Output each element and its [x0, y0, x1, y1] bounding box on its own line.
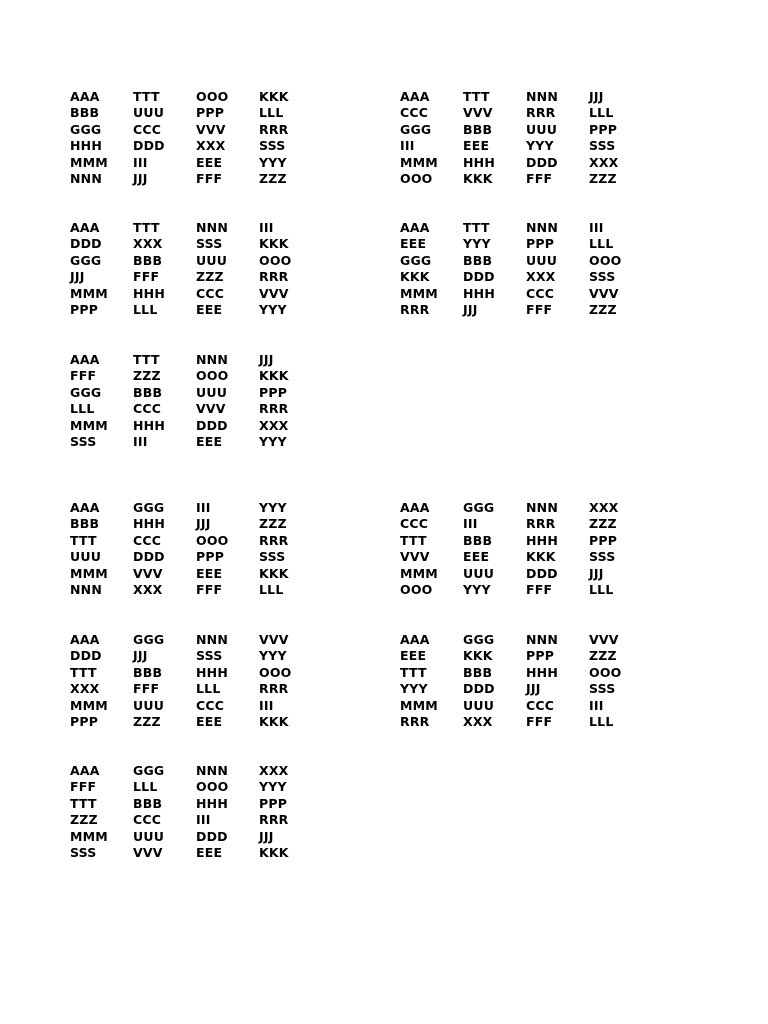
grid-cell: YYY	[259, 779, 287, 795]
grid-cell: CCC	[196, 285, 225, 301]
grid-cell: AAA	[400, 220, 430, 235]
grid-cell: MMM	[400, 285, 438, 301]
grid-cell: TTT	[400, 664, 427, 680]
grid-cell: CCC	[526, 697, 555, 713]
grid-cell: RRR	[400, 713, 430, 729]
grid-cell: YYY	[463, 581, 491, 597]
grid-cell: GGG	[70, 121, 102, 137]
grid-cell: CCC	[133, 401, 162, 417]
grid-cell: HHH	[133, 417, 165, 433]
grid-cell: ZZZ	[70, 812, 98, 828]
grid-cell: HHH	[133, 285, 165, 301]
grid-cell: KKK	[259, 368, 289, 384]
grid-cell: EEE	[463, 138, 490, 154]
grid-cell: JJJ	[133, 170, 148, 186]
grid-cell: AAA	[70, 89, 100, 104]
grid-cell: RRR	[259, 812, 289, 828]
grid-cell: KKK	[463, 648, 493, 664]
grid-cell: SSS	[70, 433, 97, 449]
grid-cell: OOO	[589, 664, 622, 680]
grid-cell: DDD	[526, 565, 558, 581]
grid-cell: XXX	[259, 417, 289, 433]
grid-cell: KKK	[400, 269, 430, 285]
grid-cell: KKK	[259, 89, 289, 104]
grid-cell: KKK	[259, 844, 289, 860]
grid-cell: ZZZ	[259, 516, 287, 532]
grid-cell: SSS	[589, 549, 616, 565]
grid-cell: FFF	[70, 779, 97, 795]
grid-cell: NNN	[196, 763, 228, 778]
grid-cell: DDD	[463, 269, 495, 285]
grid-cell: NNN	[196, 220, 228, 235]
grid-cell: ZZZ	[133, 713, 161, 729]
grid-cell: III	[400, 138, 415, 154]
grid-cell: NNN	[526, 220, 558, 235]
grid-cell: VVV	[133, 565, 163, 581]
grid-cell: MMM	[70, 154, 108, 170]
grid-cell: III	[589, 220, 604, 235]
grid-cell: PPP	[259, 384, 288, 400]
grid-cell: DDD	[196, 417, 228, 433]
grid-cell: LLL	[589, 105, 614, 121]
grid-cell: OOO	[196, 89, 229, 104]
grid-cell: TTT	[463, 220, 490, 235]
grid-cell: MMM	[70, 697, 108, 713]
grid-cell: SSS	[70, 844, 97, 860]
grid-cell: DDD	[133, 549, 165, 565]
grid-cell: HHH	[526, 532, 558, 548]
grid-cell: MMM	[400, 154, 438, 170]
grid-cell: ZZZ	[259, 170, 287, 186]
grid-cell: AAA	[400, 500, 430, 515]
grid-cell: TTT	[70, 795, 97, 811]
grid-cell: ZZZ	[589, 516, 617, 532]
grid-cell: RRR	[259, 401, 289, 417]
grid-cell: MMM	[70, 285, 108, 301]
grid-cell: VVV	[259, 285, 289, 301]
grid-cell: FFF	[526, 170, 553, 186]
grid-cell: TTT	[133, 89, 160, 104]
grid-cell: CCC	[196, 697, 225, 713]
grid-cell: HHH	[463, 285, 495, 301]
grid-cell: III	[196, 500, 211, 515]
grid-cell: JJJ	[259, 352, 274, 367]
grid-cell: VVV	[259, 632, 289, 647]
grid-cell: GGG	[463, 632, 495, 647]
grid-cell: ZZZ	[589, 648, 617, 664]
grid-cell: CCC	[526, 285, 555, 301]
grid-cell: CCC	[133, 121, 162, 137]
grid-cell: LLL	[259, 105, 284, 121]
grid-cell: OOO	[259, 252, 292, 268]
grid-cell: UUU	[133, 828, 165, 844]
grid-cell: FFF	[196, 581, 223, 597]
grid-cell: JJJ	[133, 648, 148, 664]
grid-cell: OOO	[259, 664, 292, 680]
grid-cell: NNN	[196, 352, 228, 367]
grid-cell: ZZZ	[589, 170, 617, 186]
grid-cell: JJJ	[463, 301, 478, 317]
grid-cell: EEE	[400, 236, 427, 252]
grid-cell: KKK	[259, 713, 289, 729]
grid-cell: AAA	[70, 352, 100, 367]
grid-cell: BBB	[463, 121, 493, 137]
grid-cell: III	[196, 812, 211, 828]
grid-cell: UUU	[196, 384, 228, 400]
grid-cell: OOO	[400, 581, 433, 597]
grid-cell: UUU	[70, 549, 102, 565]
grid-cell: PPP	[196, 549, 225, 565]
grid-cell: MMM	[70, 565, 108, 581]
grid-cell: TTT	[70, 532, 97, 548]
grid-cell: GGG	[133, 763, 165, 778]
grid-cell: BBB	[70, 105, 100, 121]
grid-cell: HHH	[526, 664, 558, 680]
grid-cell: OOO	[196, 532, 229, 548]
grid-cell: DDD	[133, 138, 165, 154]
grid-cell: NNN	[196, 632, 228, 647]
grid-cell: EEE	[196, 433, 223, 449]
grid-cell: GGG	[70, 252, 102, 268]
grid-cell: FFF	[70, 368, 97, 384]
grid-cell: BBB	[463, 252, 493, 268]
grid-cell: AAA	[70, 500, 100, 515]
grid-cell: EEE	[463, 549, 490, 565]
grid-cell: RRR	[259, 681, 289, 697]
grid-cell: VVV	[196, 401, 226, 417]
grid-cell: FFF	[526, 713, 553, 729]
grid-cell: ZZZ	[196, 269, 224, 285]
grid-cell: AAA	[70, 632, 100, 647]
grid-cell: EEE	[196, 154, 223, 170]
grid-cell: RRR	[526, 105, 556, 121]
grid-cell: YYY	[400, 681, 428, 697]
grid-cell: VVV	[463, 105, 493, 121]
grid-cell: YYY	[259, 433, 287, 449]
grid-cell: GGG	[400, 252, 432, 268]
grid-cell: BBB	[463, 532, 493, 548]
grid-cell: OOO	[589, 252, 622, 268]
grid-cell: GGG	[133, 500, 165, 515]
grid-cell: XXX	[259, 763, 289, 778]
grid-cell: YYY	[259, 500, 287, 515]
grid-cell: NNN	[526, 632, 558, 647]
grid-cell: CCC	[133, 812, 162, 828]
grid-cell: LLL	[589, 581, 614, 597]
grid-cell: III	[133, 433, 148, 449]
grid-cell: XXX	[70, 681, 100, 697]
grid-cell: KKK	[259, 236, 289, 252]
grid-cell: FFF	[133, 681, 160, 697]
grid-cell: BBB	[70, 516, 100, 532]
grid-cell: UUU	[133, 697, 165, 713]
grid-cell: BBB	[133, 384, 163, 400]
grid-cell: FFF	[526, 581, 553, 597]
grid-cell: UUU	[463, 565, 495, 581]
grid-cell: PPP	[526, 236, 555, 252]
grid-cell: ZZZ	[133, 368, 161, 384]
grid-cell: TTT	[70, 664, 97, 680]
grid-cell: XXX	[133, 581, 163, 597]
grid-cell: BBB	[463, 664, 493, 680]
grid-cell: NNN	[70, 170, 102, 186]
grid-cell: OOO	[400, 170, 433, 186]
grid-cell: VVV	[589, 285, 619, 301]
grid-cell: YYY	[526, 138, 554, 154]
grid-cell: CCC	[133, 532, 162, 548]
grid-cell: AAA	[400, 632, 430, 647]
grid-cell: GGG	[70, 384, 102, 400]
grid-cell: VVV	[589, 632, 619, 647]
grid-cell: NNN	[70, 581, 102, 597]
grid-cell: BBB	[133, 795, 163, 811]
grid-cell: LLL	[70, 401, 95, 417]
grid-cell: MMM	[400, 697, 438, 713]
grid-cell: SSS	[589, 269, 616, 285]
grid-cell: UUU	[196, 252, 228, 268]
grid-cell: CCC	[400, 516, 429, 532]
grid-cell: UUU	[526, 252, 558, 268]
grid-cell: MMM	[70, 828, 108, 844]
grid-cell: PPP	[589, 121, 618, 137]
grid-cell: TTT	[463, 89, 490, 104]
grid-cell: TTT	[133, 220, 160, 235]
grid-cell: RRR	[259, 269, 289, 285]
grid-cell: FFF	[526, 301, 553, 317]
grid-cell: HHH	[70, 138, 102, 154]
grid-cell: DDD	[196, 828, 228, 844]
grid-cell: SSS	[196, 236, 223, 252]
grid-cell: DDD	[70, 236, 102, 252]
grid-cell: JJJ	[259, 828, 274, 844]
grid-cell: HHH	[463, 154, 495, 170]
grid-cell: SSS	[259, 138, 286, 154]
grid-cell: OOO	[196, 779, 229, 795]
grid-cell: RRR	[259, 532, 289, 548]
grid-cell: UUU	[463, 697, 495, 713]
grid-cell: III	[463, 516, 478, 532]
grid-cell: UUU	[526, 121, 558, 137]
grid-cell: III	[133, 154, 148, 170]
grid-cell: FFF	[133, 269, 160, 285]
grid-cell: GGG	[463, 500, 495, 515]
grid-cell: BBB	[133, 252, 163, 268]
grid-cell: YYY	[259, 154, 287, 170]
grid-cell: NNN	[526, 500, 558, 515]
grid-cell: VVV	[400, 549, 430, 565]
grid-cell: RRR	[259, 121, 289, 137]
grid-cell: FFF	[196, 170, 223, 186]
grid-cell: PPP	[70, 713, 99, 729]
grid-cell: LLL	[133, 779, 158, 795]
grid-cell: EEE	[196, 301, 223, 317]
grid-cell: III	[259, 697, 274, 713]
grid-cell: SSS	[589, 138, 616, 154]
grid-cell: KKK	[259, 565, 289, 581]
grid-cell: LLL	[133, 301, 158, 317]
grid-cell: JJJ	[526, 681, 541, 697]
grid-cell: PPP	[259, 795, 288, 811]
grid-cell: HHH	[196, 795, 228, 811]
grid-cell: YYY	[463, 236, 491, 252]
grid-cell: PPP	[196, 105, 225, 121]
grid-cell: KKK	[463, 170, 493, 186]
grid-cell: YYY	[259, 301, 287, 317]
grid-cell: HHH	[196, 664, 228, 680]
grid-cell: ZZZ	[589, 301, 617, 317]
grid-cell: EEE	[196, 565, 223, 581]
grid-cell: PPP	[70, 301, 99, 317]
grid-cell: DDD	[526, 154, 558, 170]
grid-cell: LLL	[589, 236, 614, 252]
grid-cell: VVV	[196, 121, 226, 137]
grid-cell: OOO	[196, 368, 229, 384]
grid-cell: XXX	[526, 269, 556, 285]
grid-cell: XXX	[196, 138, 226, 154]
grid-cell: JJJ	[70, 269, 85, 285]
grid-cell: AAA	[70, 763, 100, 778]
grid-cell: III	[259, 220, 274, 235]
grid-cell: XXX	[133, 236, 163, 252]
grid-cell: AAA	[70, 220, 100, 235]
grid-cell: LLL	[589, 713, 614, 729]
grid-cell: GGG	[133, 632, 165, 647]
grid-cell: XXX	[589, 500, 619, 515]
grid-cell: CCC	[400, 105, 429, 121]
grid-cell: SSS	[259, 549, 286, 565]
grid-cell: III	[589, 697, 604, 713]
grid-cell: JJJ	[589, 565, 604, 581]
grid-cell: JJJ	[196, 516, 211, 532]
grid-cell: KKK	[526, 549, 556, 565]
grid-cell: SSS	[196, 648, 223, 664]
grid-cell: PPP	[589, 532, 618, 548]
grid-cell: LLL	[196, 681, 221, 697]
grid-cell: RRR	[526, 516, 556, 532]
grid-cell: BBB	[133, 664, 163, 680]
grid-cell: RRR	[400, 301, 430, 317]
grid-cell: NNN	[526, 89, 558, 104]
grid-cell: DDD	[70, 648, 102, 664]
grid-cell: EEE	[196, 713, 223, 729]
grid-cell: PPP	[526, 648, 555, 664]
grid-cell: XXX	[463, 713, 493, 729]
grid-cell: UUU	[133, 105, 165, 121]
grid-cell: XXX	[589, 154, 619, 170]
grid-cell: GGG	[400, 121, 432, 137]
grid-cell: JJJ	[589, 89, 604, 104]
grid-cell: AAA	[400, 89, 430, 104]
grid-cell: EEE	[400, 648, 427, 664]
grid-cell: TTT	[400, 532, 427, 548]
grid-cell: HHH	[133, 516, 165, 532]
grid-cell: YYY	[259, 648, 287, 664]
grid-cell: LLL	[259, 581, 284, 597]
grid-cell: MMM	[70, 417, 108, 433]
grid-cell: SSS	[589, 681, 616, 697]
grid-cell: TTT	[133, 352, 160, 367]
grid-cell: MMM	[400, 565, 438, 581]
grid-cell: DDD	[463, 681, 495, 697]
grid-cell: EEE	[196, 844, 223, 860]
grid-cell: VVV	[133, 844, 163, 860]
